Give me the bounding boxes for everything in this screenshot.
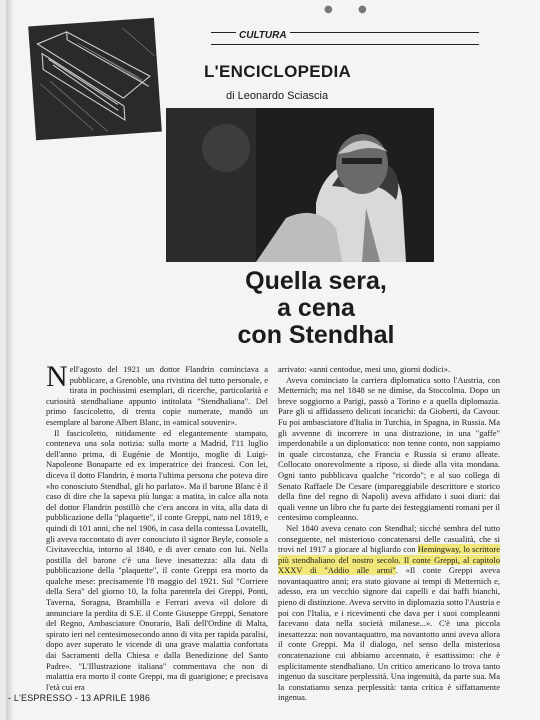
paragraph: Il fascicoletto, nitidamente ed elegantemente stampato, conteneva una sola notizia: sulla morte a Madrid, l'11 luglio dell'anno prima, di Eugénie de Montijo, moglie di Luigi-Napoleone Bonaparte ed ex imperatrice dei francesi. Con lei, diceva il dotto Flandrin, è morta l'ultima persona che poteva dire «ho conosciuto Stendhal, gli ho parlato». Ma il barone Blanc è il caso di dire che la sapeva più lunga: a matita, in calce alla nota del dottor Flandrin postillò che c'era ancora in vita, alla data di pubblicazione della "plaquette", il conte Greppi, nato nel 1819, e quindi di 101 anni, che nel 1906, in casa della contessa Lovatelli, gli aveva raccontato di aver conosciuto il signor Beyle, console a Civitavecchia, intorno al 1840, e di aver cenato con lui. Nella postilla del barone c'è una lieve inesattezza: alla data di pubblicazione della "plaquette", il conte Greppi era morto da qualche mese: precisamente l'8 maggio del 1921. Sul "Corriere della Sera" del giorno 10, la folta parentela dei Greppi, Ponti, Taverna, Soragna, Brambilla e Ferrari aveva «il dolore di annunciare la perdita di S.E. il Conte Giuseppe Greppi, Senatore del Regno, Ambasciatore Onorario, Balì dell'Ordine di Malta, spirato ieri nel centesimosecondo anno di vita per rapida paralisi, dopo aver superato le vicende di una grave malattia confortata dai Sacramenti della Chiesa e dalla Benedizione del Santo Padre». "L'Illustrazione italiana" commentava che non di malattia era morto il conte Greppi, ma di guarigione; e precisava l'età cui era (46, 427, 268, 692)
paragraph (278, 523, 500, 703)
magazine-page (6, 0, 540, 720)
author-photo (166, 108, 434, 262)
paragraph (46, 360, 268, 428)
article-headline (186, 268, 446, 349)
article-column-right (278, 364, 500, 703)
binder-hole-mark: ● (324, 4, 333, 15)
section-label: CULTURA (236, 30, 290, 41)
encyclopedia-book-illustration (26, 16, 164, 143)
headline-line: Quella sera, (245, 267, 387, 295)
column-title: L'ENCICLOPEDIA (204, 62, 352, 81)
author-byline: di Leonardo Sciascia (226, 90, 329, 102)
paragraph: arrivato: «anni centodue, mesi uno, giorni dodici». (278, 364, 451, 374)
article-column-left (46, 360, 268, 692)
paragraph-text: . «Il conte Greppi aveva novantaquattro anni; era stato giovane ai tempi di Metternich e, adesso, era un vecchio signore dai capelli e dai baffi bianchi, pieno di distinzione. Aveva servito in diplomazia sotto l'Austria e poi con l'Italia, e i ricevimenti che dava per i suoi compleanni facevano data nella società milanese...». C'è una piccola inesattezza: non novantaquattro, ma novantotto anni aveva allora il conte Greppi. Ma il dialogo, nel senso della misteriosa concatenazione cui abbiamo accennato, è esattissimo: che è esplicitamente stendhaliano. Un critico americano lo trova tanto ingenuo da suscitare perplessità. Una ingenuità, da parte sua. Ma la constatiamo senza perplessità: tanta critica è siffattamente ingenua. (278, 565, 500, 703)
headline-line: con Stendhal (237, 321, 395, 349)
page-footer: - L'ESPRESSO - 13 APRILE 1986 (8, 693, 151, 703)
paragraph-text: Nel 1840 aveva cenato con Stendhal; sicché sembra del tutto conseguente, nel misterioso concatenarsi delle casualità, che si trovi nel 1917 a giocare al bigliardo con (278, 522, 500, 555)
page-edge (6, 0, 13, 720)
drop-cap: N (46, 360, 68, 393)
paragraph: Aveva cominciato la carriera diplomatica sotto l'Austria, con Metternich; ma nel 1848 se ne dimise, da Stoccolma. Dopo un breve soggiorno a Parigi, passò a Torino e a quella diplomazia. Pare gli si affidassero delicati incarichi: da Gioberti, da Cavour. Fu poi ambasciatore d'Italia in Turchia, in Spagna, in Russia. Ma gli avvenne di incorrere in una distrazione, in una "gaffe" imperdonabile a un diplomatico: non tenne conto, non sappiamo in quale circostanza, che Francia e Russia si erano alleate. Collocato onorevolmente a riposo, si diede alla vita mondana. Ogni tanto pubblicava qualche "ricordo"; e al suo collega di Senato Raffaele De Cesare (impareggiabile descrittore e storico della fine del regno di Napoli) aveva affidato i suoi diari: dai quali venne un libro che fu parte dei festeggiamenti romani per il centesimo compleanno. (278, 374, 500, 523)
binder-hole-mark: ● (358, 4, 367, 15)
paragraph-text: ell'agosto del 1921 un dottor Flandrin cominciava a pubblicare, a Grenoble, una rivistina del tutto personale, e tirata in pochissimi esemplari, di ricerche, particolarità e curiosità stendhaliane appunto intitolata "Stendhaliana". Del primo fascicoletto, di trenta copie numerate, mandò un esemplare al barone Albert Blanc, in «amical souvenir». (46, 364, 268, 427)
highlighted-passage: Hemingway, lo scrittore più stendhaliano del nostro secolo. Il conte Greppi, al capitolo XXXV di "Addio alle armi" (278, 544, 500, 576)
headline-line: a cena (277, 294, 355, 322)
